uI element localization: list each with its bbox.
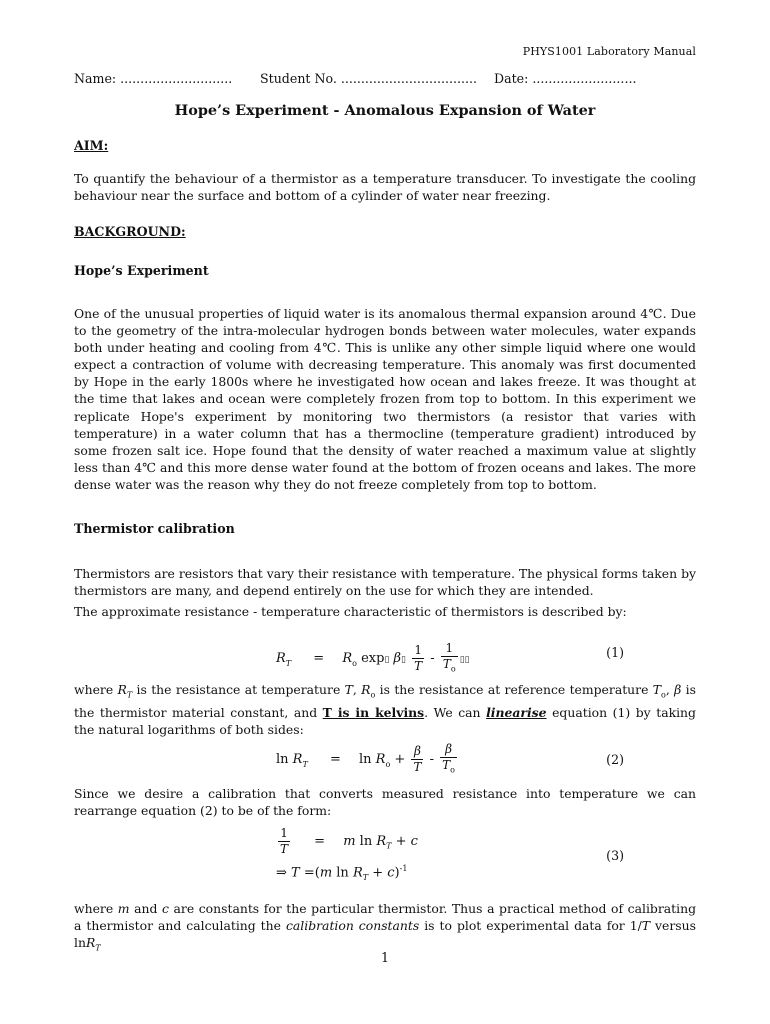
calibration-constants-emphasis: calibration constants [285, 918, 420, 934]
background-heading: BACKGROUND: [74, 224, 186, 239]
student-no-field: Student No. .................................. [260, 71, 477, 86]
equation-3 [74, 826, 696, 886]
page-number: 1 [380, 950, 389, 965]
kelvins-emphasis: T is in kelvins [322, 704, 425, 720]
equation-1 [74, 633, 696, 673]
calibration-paragraph-4: where m and c are constants for the particular thermistor. Thus a practical method of calibrating a thermistor and calculating the calibration constants is to plot experimental data for 1/T versus lnR$_T$ [74, 901, 697, 953]
calibration-where-text: where $R_T$ is the resistance at temperature T, $R_o$ is the resistance at reference temperature $T_o$, β is the thermistor material constant, and T is in kelvins. We can linearise equation (1) by taking the natural logarithms of both sides: [74, 682, 696, 737]
name-field: Name: ............................ [74, 71, 233, 86]
equation-2-number: (2) [606, 752, 624, 767]
page-title: Hope’s Experiment - Anomalous Expansion of Water [174, 102, 596, 119]
linearise-emphasis: linearise [486, 704, 547, 720]
calibration-paragraph-1: Thermistors are resistors that vary their resistance with temperature. The physical forms taken by thermistors are many, and depend entirely on the use for which they are intended. [74, 566, 696, 599]
document-page [74, 0, 696, 1024]
equation-3-line-1: $\frac{1}{T}$ = m $\ln R_T + c$ [280, 826, 418, 856]
equation-3-number: (3) [606, 848, 624, 863]
aim-heading: AIM: [74, 138, 109, 153]
calibration-paragraph-3: Since we desire a calibration that converts measured resistance into temperature we can rearrange equation (2) to be of the form: [74, 786, 696, 819]
hope-text: One of the unusual properties of liquid water is its anomalous thermal expansion around 4℃. Due to the geometry of the intra-molecular hydrogen bonds between water molecules, water expands both under heating and cooling from 4℃. This is unlike any other simple liquid where one would expect a contraction of volume with decreasing temperature. This anomaly was first documented by Hope in the early 1800s where he investigated how ocean and lakes freeze. It was thought at the time that lakes and ocean were completely frozen from top to bottom. In this experiment we replicate Hope's experiment by monitoring two thermistors (a resistor that varies with temperature) in a water column that has a thermocline (temperature gradient) introduced by some frozen salt ice. Hope found that the density of water reached a maximum value at slightly less than 4℃ and this more dense water found at the bottom of frozen oceans and lakes. The more dense water was the reason why they do not freeze completely from top to bottom. [74, 306, 696, 492]
equation-2-body: $\ln R_T = \ln R_o$ + $\frac{\beta}{T}$ - $\frac{\beta}{T_o}$ [276, 742, 455, 775]
equation-1-body: $R_T = R_o$ exp▯ β▯ $\frac{1}{T}$ - $\frac{1}{T_o}$ ▯▯ [276, 641, 470, 674]
calibration-paragraph-2: The approximate resistance - temperature characteristic of thermistors is described by: [74, 604, 627, 619]
hope-heading: Hope’s Experiment [74, 263, 209, 278]
manual-header: PHYS1001 Laboratory Manual [522, 45, 696, 58]
calibration-heading: Thermistor calibration [74, 521, 235, 536]
equation-1-number: (1) [606, 645, 624, 660]
date-field: Date: .......................... [494, 71, 637, 86]
aim-text: To quantify the behaviour of a thermistor as a temperature transducer. To investigate the cooling behaviour near the surface and bottom of a cylinder of water near freezing. [74, 171, 696, 204]
equation-3-line-2: ⇒ T =(m $\ln R_T + c)^{-1}$ [276, 864, 408, 882]
equation-2 [74, 740, 696, 780]
